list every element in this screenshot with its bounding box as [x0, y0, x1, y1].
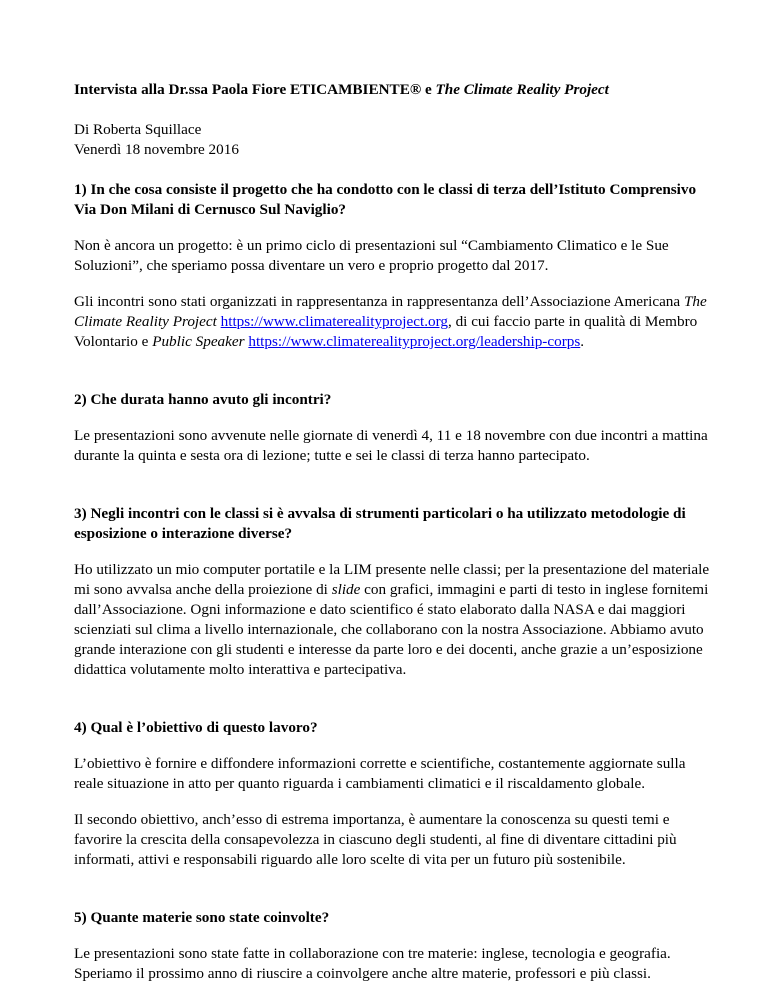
answer-1-text-end: . [580, 333, 585, 350]
answer-4-paragraph-1: L’obiettivo è fornire e diffondere informazioni corrette e scientifiche, costantemente aggiornate sulla reale situazione in atto per quanto riguarda i cambiamenti climatici e il riscaldamento globale. [74, 755, 686, 792]
byline [74, 120, 714, 160]
title-main: Intervista alla Dr.ssa Paola Fiore ETICAMBIENTE® e [74, 81, 436, 98]
answer-3-text-pre: Ho utilizzato un mio computer portatile e la LIM presente nelle classi; per la presentazione del materiale mi sono avvalsa anche della proiezione di [74, 561, 710, 598]
question-5: 5) Quante materie sono state coinvolte? [74, 909, 330, 926]
answer-1-paragraph-1: Non è ancora un progetto: è un primo ciclo di presentazioni sul “Cambiamento Climatico e le Sue Soluzioni”, che speriamo possa diventare un vero e proprio progetto dal 2017. [74, 237, 669, 274]
answer-3 [74, 560, 714, 680]
question-4: 4) Qual è l’obiettivo di questo lavoro? [74, 719, 318, 736]
role-name: Public Speaker [152, 333, 245, 350]
document-page [74, 80, 714, 1000]
climate-reality-link[interactable]: https://www.climaterealityproject.org [220, 313, 448, 330]
question-1: 1) In che cosa consiste il progetto che ha condotto con le classi di terza dell’Istituto Comprensivo Via Don Milani di Cernusco Sul Naviglio? [74, 181, 697, 218]
document-title [74, 80, 714, 100]
slide-word: slide [331, 581, 361, 598]
question-2: 2) Che durata hanno avuto gli incontri? [74, 391, 332, 408]
answer-1-text-mid: , di cui faccio parte in qualità di Membro Volontario e [74, 313, 698, 350]
date-line: Venerdì 18 novembre 2016 [74, 141, 239, 158]
leadership-corps-link[interactable]: https://www.climaterealityproject.org/leadership-corps [248, 333, 581, 350]
answer-5: Le presentazioni sono state fatte in collaborazione con tre materie: inglese, tecnologia e geografia. Speriamo il prossimo anno di riuscire a coinvolgere anche altre materie, professori e più classi. [74, 945, 671, 982]
answer-3-text-post: con grafici, immagini e parti di testo in inglese fornitemi dall’Associazione. Ogni informazione e dato scientifico é stato elaborato dalla NASA e dai maggiori scienziati sul clima a livello internazionale, che collaborano con la nostra Associazione. Abbiamo avuto grande interazione con gli studenti e interesse da parte loro e dei docenti, anche grazie a un’esposizione didattica volutamente molto interattiva e partecipativa. [74, 581, 709, 678]
answer-2: Le presentazioni sono avvenute nelle giornate di venerdì 4, 11 e 18 novembre con due incontri a mattina durante la quinta e sesta ora di lezione; tutte e sei le classi di terza hanno partecipato. [74, 427, 708, 464]
author-line: Di Roberta Squillace [74, 121, 202, 138]
answer-4-paragraph-2: Il secondo obiettivo, anch’esso di estrema importanza, è aumentare la conoscenza su questi temi e favorire la crescita della consapevolezza in ciascuno degli studenti, al fine di diventare cittadini più informati, attivi e responsabili riguardo alle loro scelte di vita per un futuro più sostenibile. [74, 811, 677, 868]
question-3: 3) Negli incontri con le classi si è avvalsa di strumenti particolari o ha utilizzato metodologie di esposizione o interazione diverse? [74, 505, 686, 542]
answer-1-paragraph-2 [74, 292, 714, 352]
answer-1-text-pre: Gli incontri sono stati organizzati in rappresentanza in rappresentanza dell’Associazione Americana [74, 293, 684, 310]
title-project-name: The Climate Reality Project [435, 81, 609, 98]
organization-name: The Climate Reality Project [74, 293, 707, 330]
